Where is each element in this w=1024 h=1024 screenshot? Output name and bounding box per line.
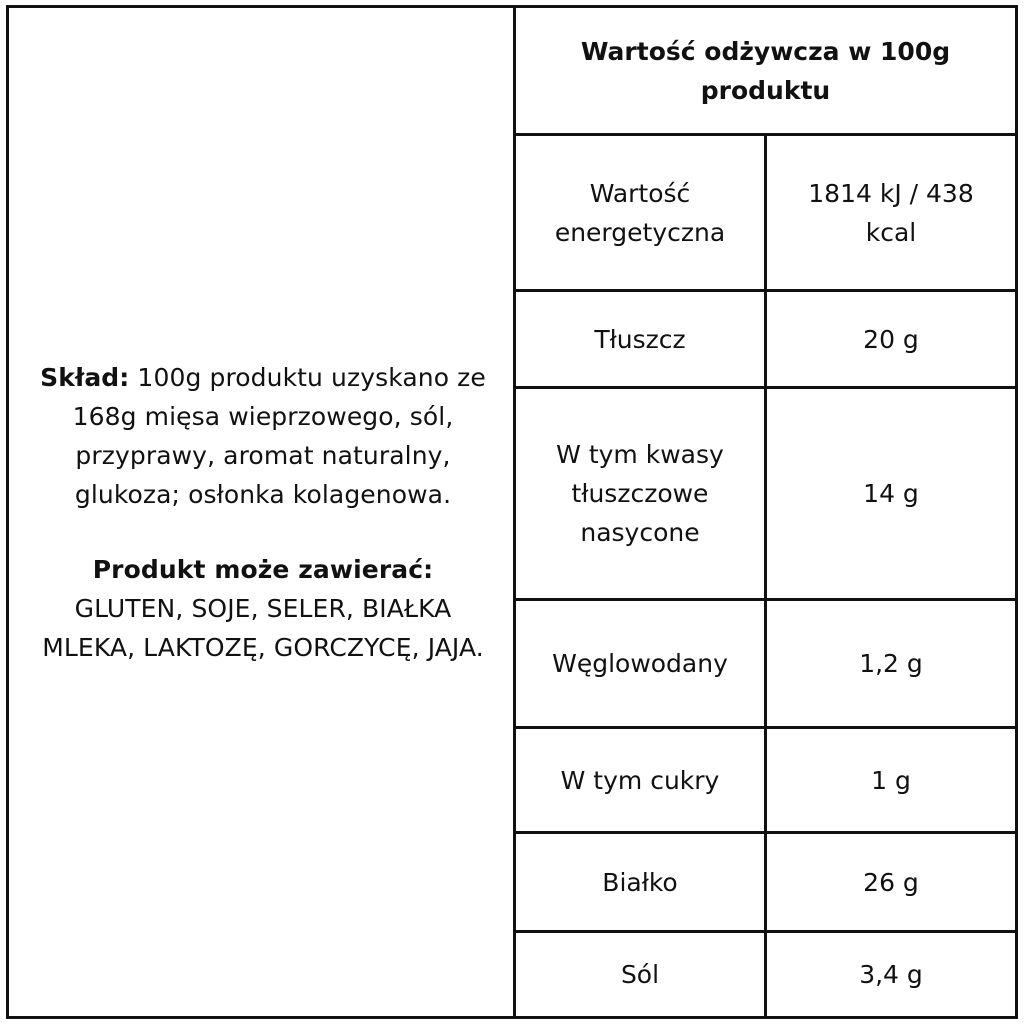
nutrition-value: 14 g	[863, 479, 919, 508]
nutrition-value: 1 g	[871, 765, 911, 795]
nutrition-label: Węglowodany	[516, 601, 767, 726]
nutrition-label: Białko	[516, 834, 767, 930]
nutrition-label: Sól	[516, 933, 767, 1016]
nutrition-header: Wartość odżywcza w 100g produktu	[516, 8, 1015, 136]
nutrition-row-protein	[516, 834, 1015, 933]
nutrition-label: Tłuszcz	[516, 292, 767, 386]
allergens-label: Produkt może zawierać:	[92, 554, 434, 584]
nutrition-row-saturated-fat	[516, 389, 1015, 601]
nutrition-value: 20 g	[863, 324, 919, 354]
ingredients-text: 100g produktu uzyskano ze 168g mięsa wieprzowego, sól, przyprawy, aromat naturalny, glukoza; osłonka kolagenowa.	[72, 362, 486, 509]
allergens-paragraph	[31, 550, 495, 667]
nutrition-value: 26 g	[863, 867, 919, 897]
nutrition-row-fat	[516, 292, 1015, 389]
ingredients-paragraph	[31, 358, 495, 514]
ingredients-label: Skład:	[40, 362, 130, 392]
nutrition-row-salt	[516, 933, 1015, 1016]
ingredients-panel	[9, 8, 516, 1016]
label-frame	[6, 5, 1018, 1019]
nutrition-row-carbohydrates	[516, 601, 1015, 729]
nutrition-value: 1,2 g	[859, 649, 923, 678]
allergens-text: GLUTEN, SOJE, SELER, BIAŁKA MLEKA, LAKTOZĘ, GORCZYCĘ, JAJA.	[42, 593, 484, 662]
nutrition-label: W tym kwasy tłuszczowe nasycone	[516, 389, 767, 598]
nutrition-label: W tym cukry	[516, 729, 767, 831]
nutrition-table	[516, 8, 1015, 1016]
nutrition-row-sugars	[516, 729, 1015, 834]
nutrition-label: Wartość energetyczna	[516, 136, 767, 289]
nutrition-row-energy	[516, 136, 1015, 292]
nutrition-value: 1814 kJ / 438 kcal	[808, 178, 974, 247]
nutrition-value: 3,4 g	[859, 960, 923, 989]
